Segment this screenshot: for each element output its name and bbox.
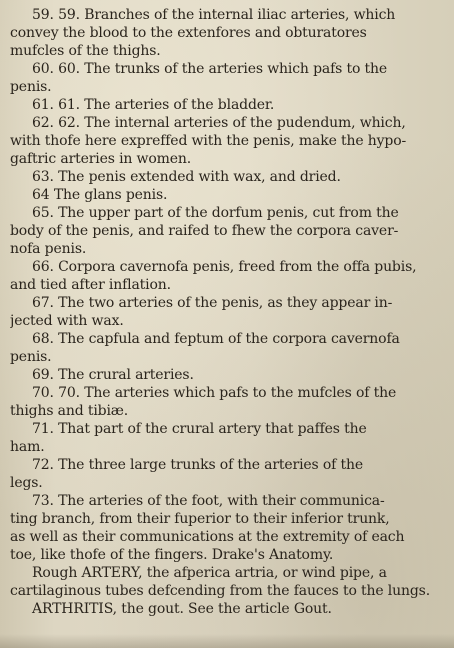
text-line: 69. The crural arteries. xyxy=(32,367,194,383)
text-line: 61. 61. The arteries of the bladder. xyxy=(32,97,275,113)
text-line: 59. 59. Branches of the internal iliac arteries, which xyxy=(32,7,396,23)
page-edge-shadow xyxy=(0,634,454,648)
text-line: 68. The capfula and feptum of the corpora cavernofa xyxy=(32,331,400,347)
text-line: as well as their communications at the extremity of each xyxy=(10,529,405,545)
text-line: Rough ARTERY, the afperica artria, or wind pipe, a xyxy=(32,565,387,581)
text-line: ARTHRITIS, the gout. See the article Gout. xyxy=(32,601,332,617)
text-line: 73. The arteries of the foot, with their communica- xyxy=(32,493,385,509)
text-line: jected with wax. xyxy=(10,313,124,329)
text-line: thighs and tibiæ. xyxy=(10,403,129,419)
text-line: 65. The upper part of the dorfum penis, cut from the xyxy=(32,205,399,221)
text-line: penis. xyxy=(10,79,52,95)
text-line: convey the blood to the extenfores and obturatores xyxy=(10,25,367,41)
text-line: cartilaginous tubes defcending from the fauces to the lungs. xyxy=(10,583,431,599)
text-line: gaftric arteries in women. xyxy=(10,151,192,167)
text-line: penis. xyxy=(10,349,52,365)
text-line: ham. xyxy=(10,439,45,455)
text-line: ting branch, from their fuperior to their inferior trunk, xyxy=(10,511,390,527)
text-line: 63. The penis extended with wax, and dried. xyxy=(32,169,341,185)
text-line: toe, like thofe of the fingers. Drake's Anatomy. xyxy=(10,547,334,563)
text-line: 62. 62. The internal arteries of the pudendum, which, xyxy=(32,115,406,131)
text-line: 72. The three large trunks of the arteries of the xyxy=(32,457,363,473)
text-line: 66. Corpora cavernofa penis, freed from the offa pubis, xyxy=(32,259,417,275)
text-line: 64 The glans penis. xyxy=(32,187,168,203)
text-line: 71. That part of the crural artery that paffes the xyxy=(32,421,367,437)
page-text-block xyxy=(10,6,444,618)
text-line: legs. xyxy=(10,475,43,491)
text-line: mufcles of the thighs. xyxy=(10,43,161,59)
text-line: with thofe here expreffed with the penis, make the hypo- xyxy=(10,133,407,149)
text-line: 70. 70. The arteries which pafs to the mufcles of the xyxy=(32,385,397,401)
text-line: 60. 60. The trunks of the arteries which pafs to the xyxy=(32,61,388,77)
text-line: body of the penis, and raifed to fhew the corpora caver- xyxy=(10,223,399,239)
text-line: nofa penis. xyxy=(10,241,87,257)
text-line: 67. The two arteries of the penis, as they appear in- xyxy=(32,295,393,311)
text-line: and tied after inflation. xyxy=(10,277,171,293)
